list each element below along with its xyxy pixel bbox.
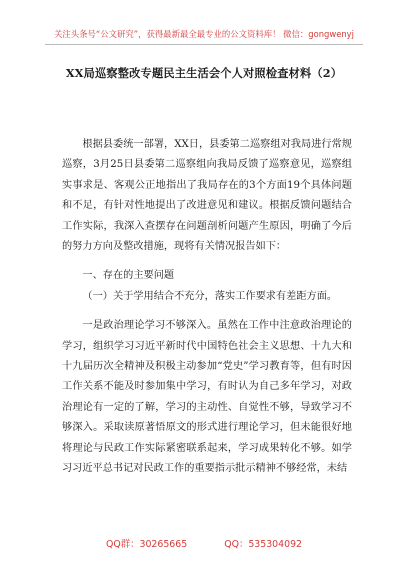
footer-qq-group: QQ群：30265665 [105,539,188,550]
document-body [62,135,352,480]
header-banner: 关注头条号“公文研究”，获得最新最全最专业的公文资料库！ 微信：gongwenyj [54,29,354,39]
document-title: XX局巡察整改专题民主生活会个人对照检查材料（2） [65,66,343,80]
footer-contact [0,536,408,550]
body-paragraph: 一是政治理论学习不够深入。虽然在工作中注意政治理论的学习，组织学习习近平新时代中国特色社会主义思想、十九大和十九届历次全精神及积极主动参加“党史”学习教育等，但有时因工作关系不能及时参加集中学习，有时认为自己多年学习，对政治理论有一定的了解，学习的主动性、自觉性不够，导致学习不够深入。采取读原著悟原文的形式进行理论学习，但未能很好地将理论与民政工作实际紧密联系起来，学习成果转化不够。如学习习近平总书记对民政工作的重要指示批示精神不够经常，未结 [62,320,352,475]
footer-qq: QQ：535304092 [224,539,303,550]
intro-paragraph: 根据县委统一部署，XX日，县委第二巡察组对我局进行常规巡察，3月25日县委第二巡察组向我局反馈了巡察意见，巡察组实事求是、客观公正地指出了我局存在的3个方面19个具体问题和不足，有针对性地提出了改进意见和建议。根据反馈问题结合工作实际，我深入查摆存在问题剖析问题产生原因，明确了今后的努力方向及整改措施，现将有关情况报告如下： [62,139,352,253]
subsection-heading: （一）关于学用结合不充分，落实工作要求有差距方面。 [82,290,338,302]
header-divider [45,44,363,45]
section-heading: 一、存在的主要问题 [82,270,175,282]
